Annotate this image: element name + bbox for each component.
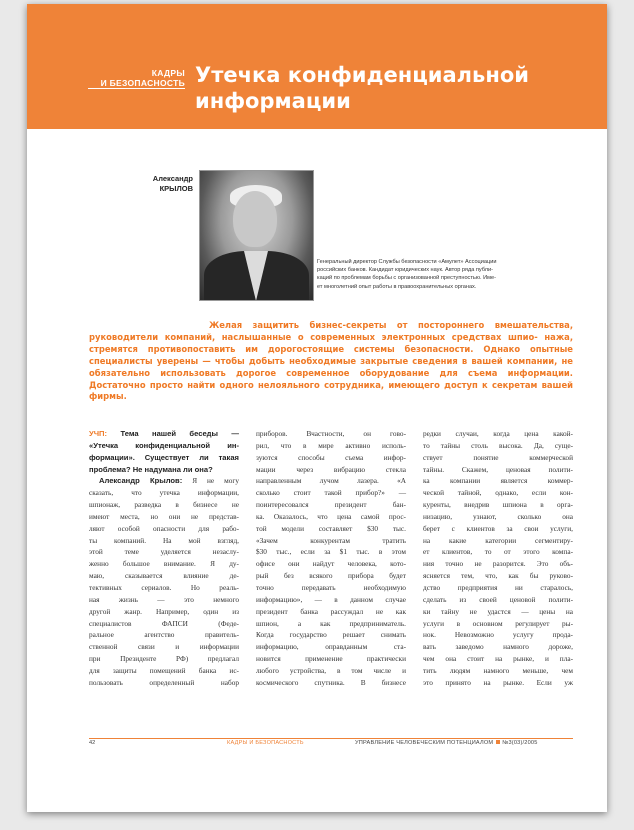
column-text-line: то тайны столь высока. Да, суще- [423, 440, 573, 450]
column-text-line: УЧП: Тема нашей беседы — [89, 429, 239, 438]
column-text-line: направленным лучом лазера. «А [256, 476, 406, 486]
section-divider [88, 88, 185, 89]
column-text-line: ственной связи и информации [89, 642, 239, 652]
lead-line: имеющего доступ к секретам вашей фирмы. [89, 379, 573, 402]
column-text-line: берет с клиентов за свои услуги, [423, 523, 573, 533]
column-text-line: ка. Оказалось, что цена самой прос- [256, 511, 406, 521]
column-text-line: тайны. Скажем, ценовая полити- [423, 464, 573, 474]
column-text-line: ет клиентов, то от этого компа- [423, 547, 573, 557]
square-bullet-icon [496, 740, 500, 744]
column-text-line: ты компаний. На мой взгляд, [89, 535, 239, 545]
lead-line: вашей компании, не обязательно использовать дорогое современное оборудование [89, 355, 573, 378]
article-column-3 [423, 428, 573, 689]
page-number: 42 [89, 740, 96, 746]
column-text-line: женно большое внимание. Я ду- [89, 559, 239, 569]
lead-line: руководители компаний, наслышанные о современных электронных средствах шпио- [89, 331, 538, 342]
author-portrait-photo [199, 170, 314, 301]
column-text-line: на какие категории сегментиру- [423, 535, 573, 545]
column-text-line: при Президенте РФ) предлагал [89, 654, 239, 664]
column-text-line: нок. Невозможно услугу прода- [423, 630, 573, 640]
column-text-line: ральное агентство правитель- [89, 630, 239, 640]
column-text-line: шпионаж, разведка в бизнесе не [89, 500, 239, 510]
column-text-line: для защиты помещений банка ис- [89, 665, 239, 675]
footer-magazine [355, 739, 538, 747]
column-text-line: этой теме уделяется незаслу- [89, 547, 239, 557]
title-line-1: Утечка конфиденциальной [195, 63, 529, 87]
column-text-line: вать заведомо намного дороже, [423, 642, 573, 652]
column-text-line: сделать из своей ценовой полити- [423, 594, 573, 604]
lead-paragraph [89, 320, 573, 403]
column-text-line: пользовать определенный набор [89, 677, 239, 687]
column-text-line: Александр Крылов: Я не могу [99, 476, 239, 486]
column-text-line: формации». Существует ли такая [89, 452, 239, 462]
article-column-1 [89, 428, 239, 689]
column-text-line: Когда государство решает снимать [256, 630, 406, 640]
column-text-line: поинтересовался президент бан- [256, 500, 406, 510]
section-label [75, 68, 185, 88]
column-text-line: чем она стоит на рынке, и пла- [423, 654, 573, 664]
column-text-line: сколько стоит такой прибор?» — [256, 488, 406, 498]
caption-line: российских банков. Кандидат юридических наук. Автор ряда публи- [317, 267, 493, 274]
column-text-line: шпион, а как предприниматель. [256, 618, 406, 628]
column-text-line: дство предприятия ни старалось, [423, 582, 573, 592]
header-banner [27, 4, 607, 129]
column-text-line: ствует понятие коммерческой [423, 452, 573, 462]
column-text-line: тективных сериалов. Но реаль- [89, 582, 239, 592]
portrait-face [233, 191, 277, 247]
footer-section: КАДРЫ И БЕЗОПАСНОСТЬ [227, 740, 304, 746]
interviewee-label: Александр Крылов: [99, 476, 183, 486]
column-text-line: офисе они найдут человека, кото- [256, 559, 406, 569]
author-last-name: КРЫЛОВ [159, 184, 193, 193]
column-text-line: любого устройства, в том числе и [256, 665, 406, 675]
caption-line: ет многолетний опыт работы в правоохранительных органах. [317, 283, 477, 290]
section-label-line-1: КАДРЫ [151, 68, 185, 78]
magazine-name: УПРАВЛЕНИЕ ЧЕЛОВЕЧЕСКИМ ПОТЕНЦИАЛОМ [355, 740, 494, 746]
caption-line: каций по проблемам борьбы с организованной преступностью. Име- [317, 275, 496, 282]
column-text-line: $30 тыс., если за $1 тыс. в этом [256, 547, 406, 557]
column-text-line: редки случаи, когда цена какой- [423, 429, 573, 438]
column-text-line: тить людям намного меньше, чем [423, 665, 573, 675]
column-text-line: «Зачем конкурентам тратить [256, 535, 406, 545]
column-text-line: ния точно не разорится. Это объ- [423, 559, 573, 569]
issue-number: №3(03)/2005 [502, 740, 538, 746]
column-text-line: точно передавать необходимую [256, 582, 406, 592]
column-text-line: зуются способы съема инфор- [256, 452, 406, 462]
column-text-line: рил, что в мире активно исполь- [256, 440, 406, 450]
author-caption [317, 258, 565, 291]
column-text-line: ная жизнь — это немного [89, 594, 239, 604]
lead-line: опытные специалисты уверены — чтобы добыть необходимые закрытые сведения в [89, 343, 573, 366]
column-text-line: специалистов ФАПСИ (Феде- [89, 618, 239, 628]
column-text-line: информацию», — в данном случае [256, 594, 406, 604]
column-text-line: другой жанр. Например, один из [89, 606, 239, 616]
column-text-line: куренты, внедрив шпиона в орга- [423, 500, 573, 510]
article-title [195, 62, 575, 114]
column-text-line: низацию, узнают, сколько она [423, 511, 573, 521]
author-name [87, 174, 193, 194]
section-label-line-2: И БЕЗОПАСНОСТЬ [100, 78, 185, 88]
column-text-line: «Утечка конфиденциальной ин- [89, 440, 239, 450]
lead-line: для съема информации. Достаточно просто найти одного нелояльного сотрудника, [89, 367, 573, 390]
interviewer-label: УЧП: [89, 429, 121, 438]
column-text-line: космического спутника. В бизнесе [256, 677, 406, 687]
column-text-line: услуги в основном регулирует ры- [423, 618, 573, 628]
column-text-line: рый без всякого прибора будет [256, 571, 406, 581]
column-text-line: приборов. Вчастности, он гово- [256, 429, 406, 438]
column-text-line: мации через вибрацию стекла [256, 464, 406, 474]
column-text-line: это принято на рынке. Если уж [423, 677, 573, 687]
column-text-line: ляют особой опасности для рабо- [89, 523, 239, 533]
column-text-line: информацию, оправданным ста- [256, 642, 406, 652]
caption-line: Генеральный директор Службы безопасности «Амулет» Ассоциации [317, 259, 497, 265]
column-text-line: маю, сказывается влияние де- [89, 571, 239, 581]
column-text-line: проблема? Не надумана ли она? [89, 464, 213, 474]
column-text-line: ка компании является коммер- [423, 476, 573, 486]
column-text-line: сказать, что утечка информации, [89, 488, 239, 498]
column-text-line: новится применение практически [256, 654, 406, 664]
column-text-line: той модели составляет $30 тыс. [256, 523, 406, 533]
column-text-line: ясняется тем, что, как бы руково- [423, 571, 573, 581]
magazine-page [27, 4, 607, 812]
column-text-line: ки тайну не удастся — цены на [423, 606, 573, 616]
column-text-line: имеют места, но они не представ- [89, 511, 239, 521]
column-text-line: президент банка рассуждал не как [256, 606, 406, 616]
title-line-2: информации [195, 89, 351, 113]
article-column-2 [256, 428, 406, 689]
author-first-name: Александр [152, 174, 193, 183]
lead-line: Желая защитить бизнес-секреты от постороннего вмешательства, [209, 320, 573, 330]
lead-line: нажа, стремятся противопоставить им дорогостоящие системы безопасности. Однако [89, 331, 573, 354]
column-text-line: ческой тайной, однако, если кон- [423, 488, 573, 498]
